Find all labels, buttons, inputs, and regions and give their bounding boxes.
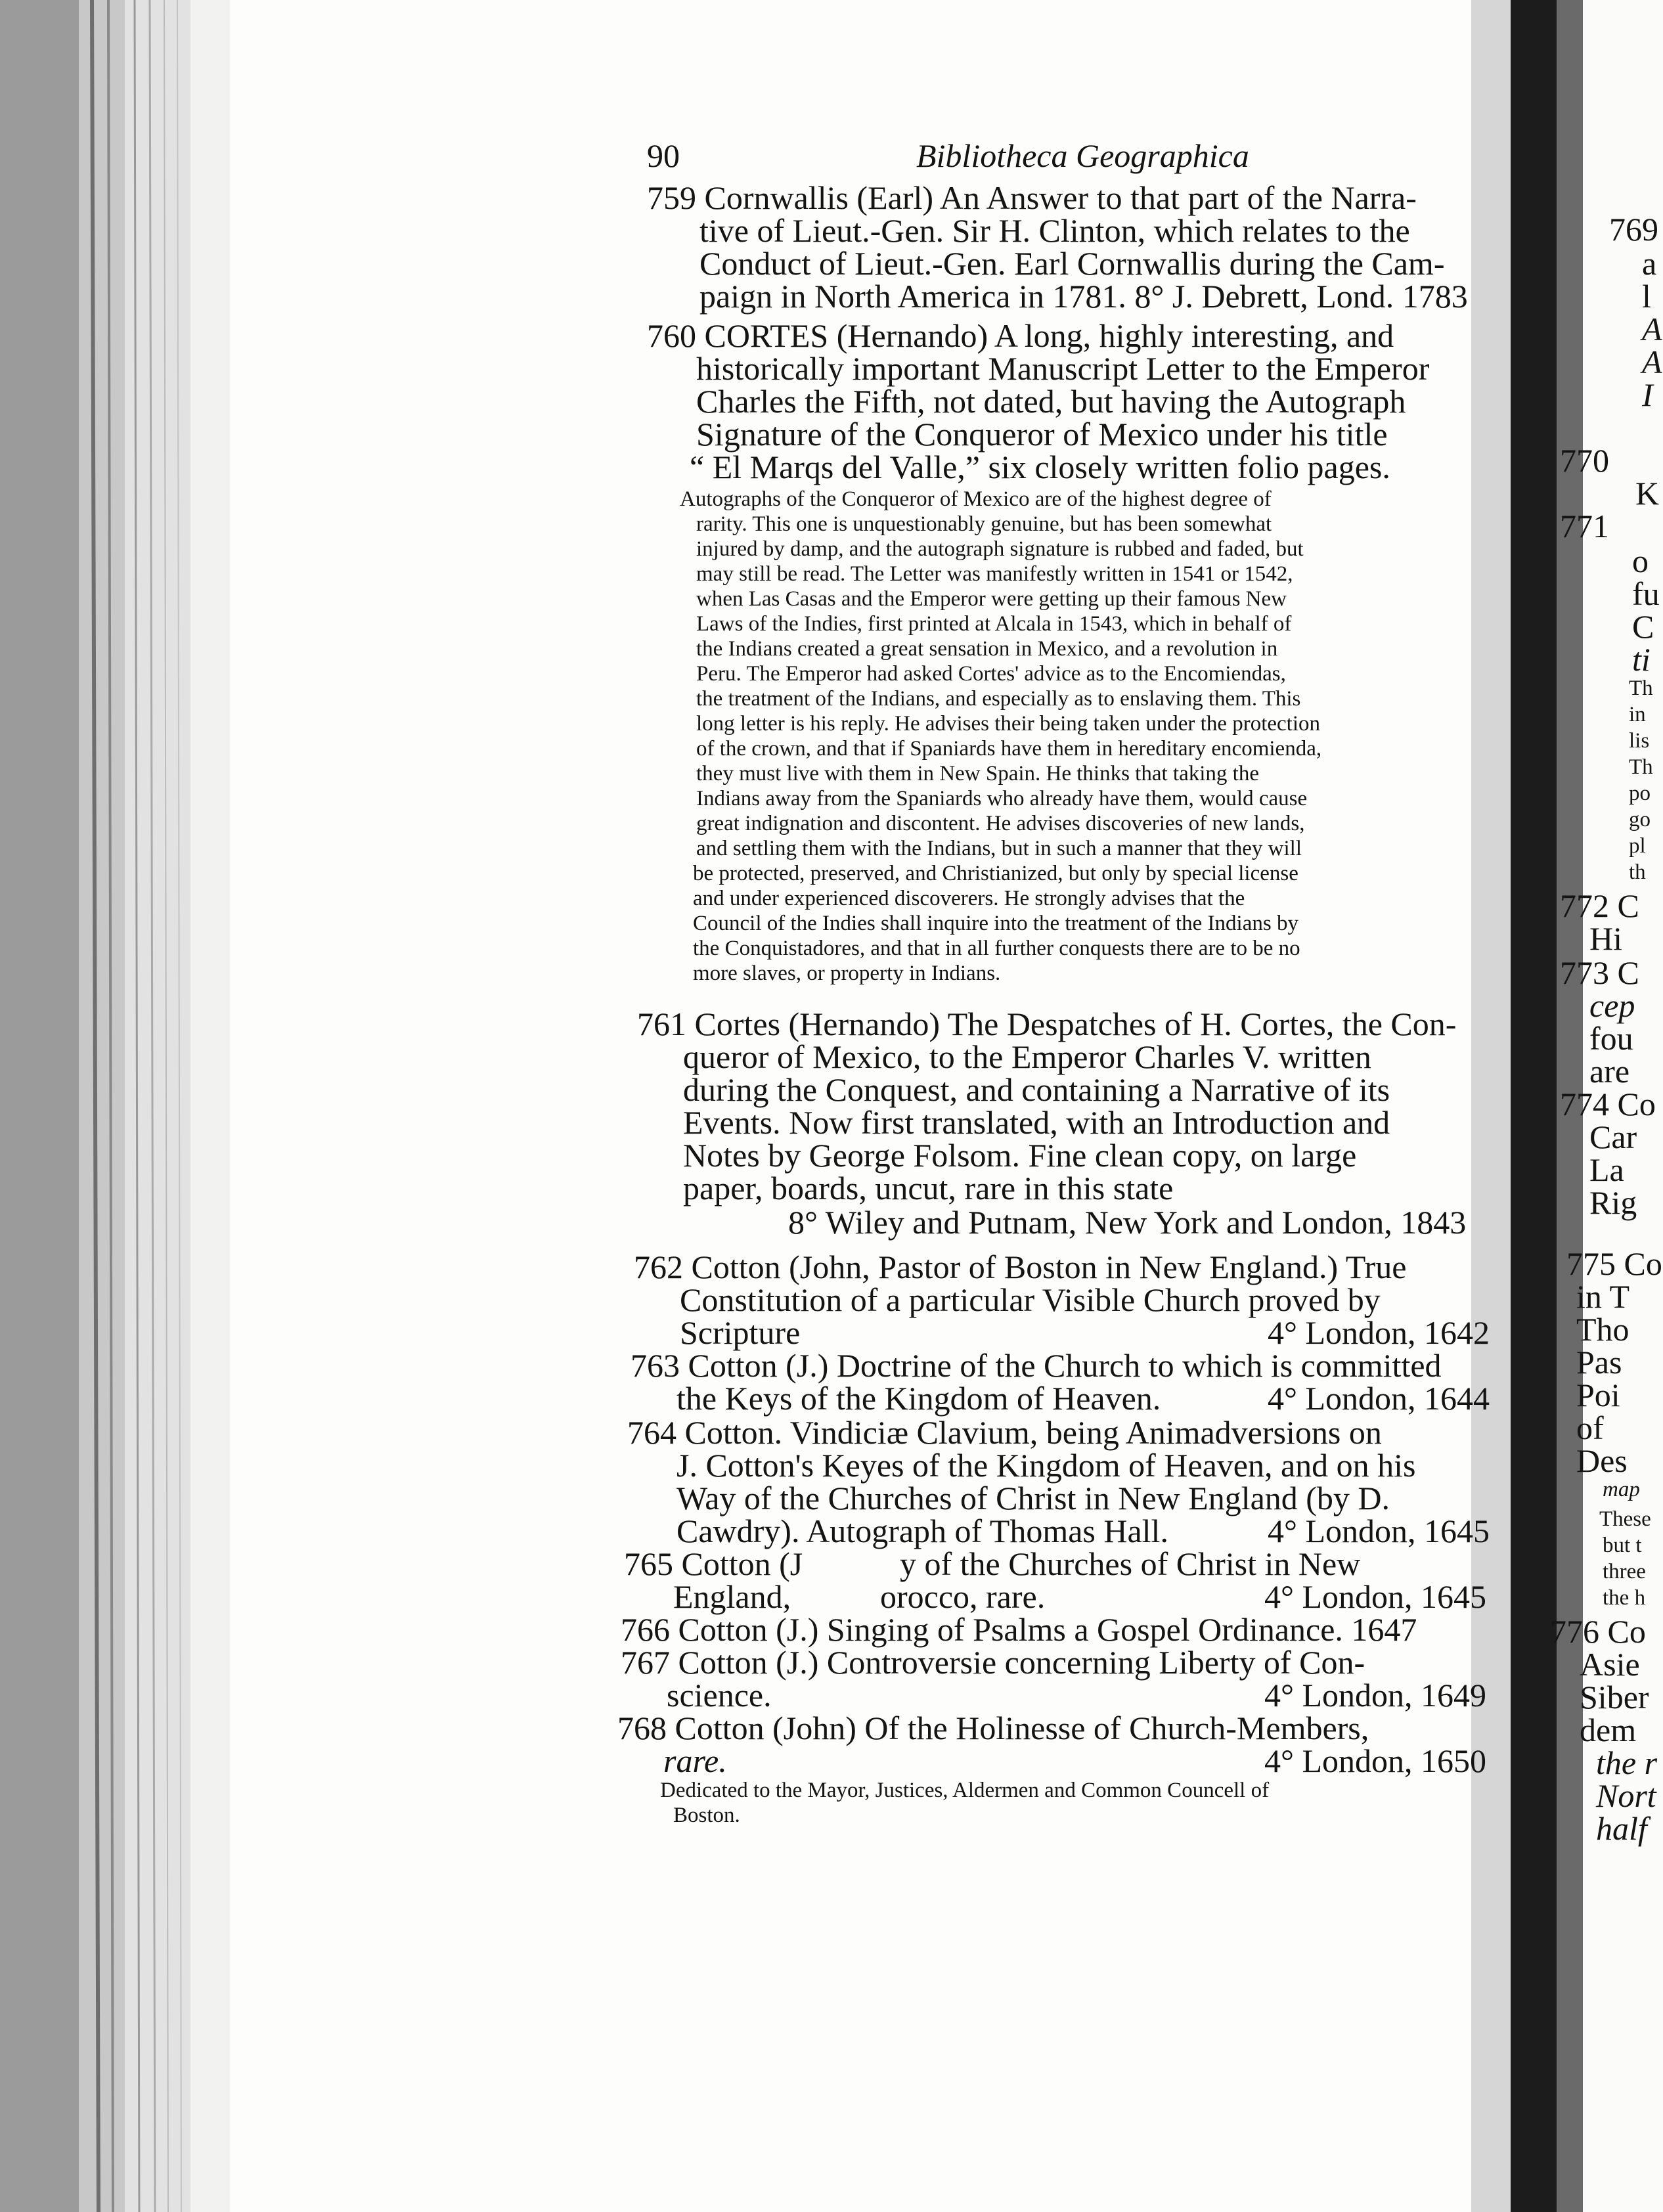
facing-fragment: C <box>1632 608 1654 645</box>
facing-fragment: th <box>1629 860 1646 884</box>
facing-fragment: po <box>1629 782 1651 805</box>
facing-fragment: A <box>1642 343 1662 380</box>
facing-fragment: Rig <box>1589 1184 1637 1221</box>
entry-line: 4° London, 1645 <box>1268 1513 1490 1549</box>
facing-fragment: Nort <box>1596 1777 1656 1814</box>
entry-line: Constitution of a particular Visible Church proved by <box>680 1281 1381 1318</box>
facing-fragment: of <box>1576 1409 1604 1446</box>
note-line: Boston. <box>673 1803 740 1827</box>
facing-fragment: Poi <box>1576 1377 1620 1413</box>
entry-line: historically important Manuscript Letter to the Emperor <box>696 350 1430 387</box>
facing-fragment: 769 <box>1609 211 1658 248</box>
entry-line: 4° London, 1642 <box>1268 1314 1490 1351</box>
note-line: injured by damp, and the autograph signature is rubbed and faded, but <box>696 537 1304 561</box>
note-line: when Las Casas and the Emperor were getting up their famous New <box>696 587 1287 611</box>
facing-fragment: in T <box>1576 1278 1630 1315</box>
facing-fragment: La <box>1589 1151 1624 1188</box>
facing-fragment: pl <box>1629 834 1646 858</box>
facing-fragment: Des <box>1576 1442 1628 1479</box>
entry-line: 8° Wiley and Putnam, New York and London, 1843 <box>788 1204 1467 1241</box>
entry-line: rare. <box>663 1742 727 1779</box>
entry-line: 4° London, 1644 <box>1268 1380 1490 1417</box>
note-line: Peru. The Emperor had asked Cortes' advice as to the Encomiendas, <box>696 662 1286 686</box>
running-title: Bibliotheca Geographica <box>916 137 1249 174</box>
facing-fragment: the h <box>1603 1586 1646 1610</box>
facing-fragment: Th <box>1629 676 1653 700</box>
facing-fragment: 771 <box>1560 508 1609 544</box>
facing-fragment: Siber <box>1580 1679 1649 1715</box>
note-line: great indignation and discontent. He advises discoveries of new lands, <box>696 812 1305 835</box>
facing-fragment: fou <box>1589 1020 1633 1057</box>
note-line: may still be read. The Letter was manifestly written in 1541 or 1542, <box>696 562 1293 586</box>
facing-fragment: ti <box>1632 641 1651 678</box>
entry-line: orocco, rare. <box>880 1578 1046 1615</box>
page-number: 90 <box>647 137 680 174</box>
note-line: Indians away from the Spaniards who already have them, would cause <box>696 787 1308 810</box>
entry-line: 765 Cotton (J <box>624 1545 803 1582</box>
entry-line: 4° London, 1649 <box>1264 1677 1487 1714</box>
entry-line: Scripture <box>680 1314 801 1351</box>
entry-line: 761 Cortes (Hernando) The Despatches of H. Cortes, the Con- <box>637 1006 1457 1042</box>
note-line: Dedicated to the Mayor, Justices, Aldermen and Common Councell of <box>660 1779 1270 1802</box>
entry-line: 4° London, 1650 <box>1264 1742 1487 1779</box>
entry-line: 768 Cotton (John) Of the Holinesse of Church-Members, <box>617 1710 1369 1746</box>
entry-line: 763 Cotton (J.) Doctrine of the Church to which is committed <box>631 1347 1442 1384</box>
note-line: long letter is his reply. He advises their being taken under the protection <box>696 712 1321 736</box>
facing-fragment: K <box>1635 475 1660 512</box>
facing-fragment: Pas <box>1576 1344 1622 1381</box>
facing-fragment: lis <box>1629 729 1650 753</box>
entry-line: Way of the Churches of Christ in New England (by D. <box>676 1480 1390 1516</box>
entry-line: 759 Cornwallis (Earl) An Answer to that part of the Narra- <box>647 179 1417 216</box>
note-line: of the crown, and that if Spaniards have them in hereditary encomienda, <box>696 737 1322 761</box>
facing-fragment: dem <box>1580 1712 1637 1748</box>
note-line: the Indians created a great sensation in Mexico, and a revolution in <box>696 637 1278 661</box>
facing-fragment: the r <box>1596 1744 1658 1781</box>
note-line: and under experienced discoverers. He strongly advises that the <box>693 887 1245 910</box>
facing-fragment: in <box>1629 703 1646 726</box>
facing-fragment: a <box>1642 245 1657 282</box>
facing-fragment: map <box>1603 1478 1640 1501</box>
note-line: Council of the Indies shall inquire into the treatment of the Indians by <box>693 912 1298 935</box>
note-line: more slaves, or property in Indians. <box>693 962 1001 985</box>
entry-line: 762 Cotton (John, Pastor of Boston in New England.) True <box>634 1249 1407 1285</box>
note-line: Autographs of the Conqueror of Mexico are of the highest degree of <box>680 487 1272 511</box>
facing-fragment: Tho <box>1576 1311 1630 1348</box>
facing-fragment: Asie <box>1580 1646 1640 1683</box>
facing-fragment: I <box>1642 376 1653 413</box>
entry-line: 760 CORTES (Hernando) A long, highly interesting, and <box>647 317 1394 354</box>
note-line: and settling them with the Indians, but in such a manner that they will <box>696 837 1302 860</box>
facing-fragment: o <box>1632 542 1649 579</box>
entry-line: J. Cotton's Keyes of the Kingdom of Heaven, and on his <box>676 1447 1416 1484</box>
facing-fragment: 774 Co <box>1560 1086 1656 1122</box>
facing-fragment: three <box>1603 1560 1646 1583</box>
facing-fragment: but t <box>1603 1534 1642 1557</box>
facing-fragment: 776 Co <box>1550 1613 1646 1650</box>
entry-line: 764 Cotton. Vindiciæ Clavium, being Animadversions on <box>627 1414 1382 1451</box>
entry-line: Conduct of Lieut.-Gen. Earl Cornwallis during the Cam- <box>699 245 1445 282</box>
entry-line: paper, boards, uncut, rare in this state <box>683 1170 1174 1206</box>
note-line: the Conquistadores, and that in all further conquests there are to be no <box>693 937 1300 960</box>
facing-fragment: Car <box>1589 1118 1637 1155</box>
facing-fragment: A <box>1642 311 1662 347</box>
entry-line: tive of Lieut.-Gen. Sir H. Clinton, which relates to the <box>699 212 1410 249</box>
facing-fragment: are <box>1589 1053 1630 1090</box>
facing-fragment: 772 C <box>1560 887 1639 924</box>
note-line: Laws of the Indies, first printed at Alcala in 1543, which in behalf of <box>696 612 1292 636</box>
entry-line: the Keys of the Kingdom of Heaven. <box>676 1380 1161 1417</box>
facing-fragment: Hi <box>1589 920 1622 957</box>
facing-fragment: 770 <box>1560 442 1609 479</box>
entry-line: Charles the Fifth, not dated, but having the Autograph <box>696 383 1406 420</box>
entry-line: 767 Cotton (J.) Controversie concerning Liberty of Con- <box>621 1644 1365 1681</box>
facing-fragment: cep <box>1589 987 1635 1024</box>
facing-fragment: half <box>1596 1810 1647 1847</box>
entry-line: 4° London, 1645 <box>1264 1578 1487 1615</box>
entry-line: queror of Mexico, to the Emperor Charles V. written <box>683 1038 1371 1075</box>
entry-line: 766 Cotton (J.) Singing of Psalms a Gospel Ordinance. 1647 <box>621 1611 1417 1648</box>
entry-line: Signature of the Conqueror of Mexico under his title <box>696 416 1388 453</box>
entry-line: Notes by George Folsom. Fine clean copy, on large <box>683 1137 1357 1174</box>
entry-line: during the Conquest, and containing a Narrative of its <box>683 1071 1390 1108</box>
note-line: be protected, preserved, and Christianized, but only by special license <box>693 862 1298 885</box>
entry-line: paign in North America in 1781. 8° J. Debrett, Lond. 1783 <box>699 278 1468 315</box>
facing-fragment: 775 Co <box>1566 1245 1662 1282</box>
entry-line: science. <box>667 1677 772 1714</box>
entry-line: y of the Churches of Christ in New <box>900 1545 1361 1582</box>
note-line: the treatment of the Indians, and especially as to enslaving them. This <box>696 687 1301 711</box>
entry-line: “ El Marqs del Valle,” six closely written folio pages. <box>690 449 1390 485</box>
entry-line: Events. Now first translated, with an Introduction and <box>683 1104 1390 1141</box>
facing-fragment: l <box>1642 278 1651 315</box>
facing-fragment: Th <box>1629 755 1653 779</box>
note-line: rarity. This one is unquestionably genuine, but has been somewhat <box>696 512 1272 536</box>
facing-fragment: These <box>1599 1507 1651 1531</box>
entry-line: England, <box>673 1578 791 1615</box>
note-line: they must live with them in New Spain. He thinks that taking the <box>696 762 1259 785</box>
entry-line: Cawdry). Autograph of Thomas Hall. <box>676 1513 1168 1549</box>
facing-fragment: 773 C <box>1560 954 1639 991</box>
facing-fragment: go <box>1629 808 1651 831</box>
facing-fragment: fu <box>1632 575 1660 612</box>
